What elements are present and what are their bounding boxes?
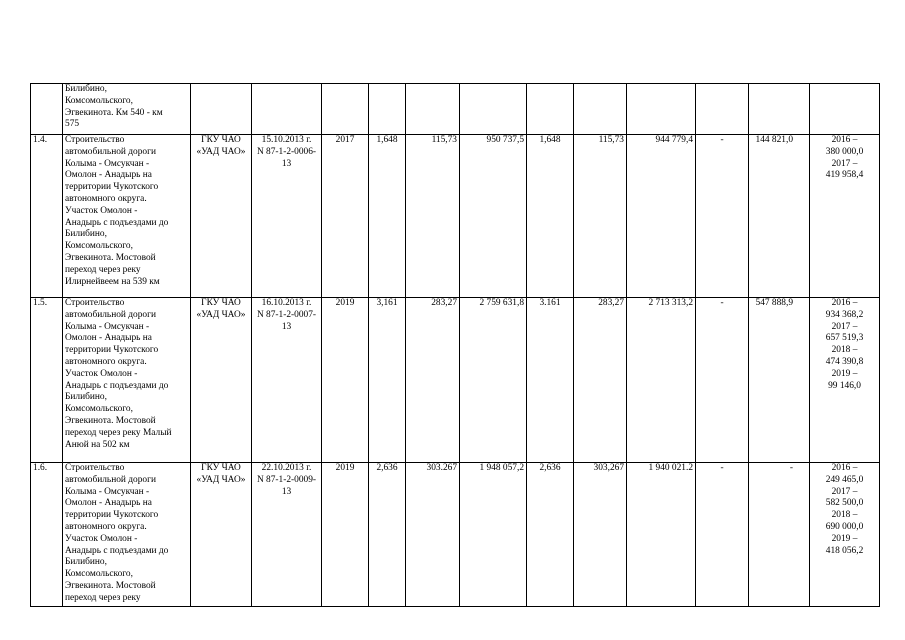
cell-value: 1 948 057,2 <box>479 463 524 473</box>
value-cell <box>696 298 749 463</box>
table-row <box>31 84 880 135</box>
cell-value: 283,27 <box>598 298 624 308</box>
text-line: 2016 – <box>831 135 858 145</box>
text-line: переход через реку <box>65 592 141 603</box>
customer-cell <box>191 135 252 298</box>
cell-value: - <box>789 463 793 473</box>
length-cell <box>369 463 406 607</box>
cost-cell <box>460 298 527 463</box>
text-line: Комсомольского, <box>65 569 133 580</box>
text-line: ГКУ ЧАО <box>201 298 241 308</box>
text-line: Омолон - Анадырь на <box>65 170 152 181</box>
text-line: 13 <box>281 321 292 332</box>
cell-value: 2 759 631,8 <box>479 298 524 308</box>
object-name-cell <box>63 463 191 607</box>
text-line: 2019 – <box>831 533 858 544</box>
area-cell <box>406 135 460 298</box>
length-cell <box>527 298 574 463</box>
text-line: 418 056,2 <box>825 545 864 556</box>
text-line: 2016 – <box>831 463 858 473</box>
text-line: 380 000,0 <box>825 146 864 157</box>
text-line: территории Чукотского <box>65 510 159 521</box>
text-line: 13 <box>281 486 292 497</box>
row-number-cell <box>31 298 63 463</box>
text-line: Колыма - Омсукчан - <box>65 486 150 497</box>
text-line: Участок Омолон - <box>65 533 138 544</box>
text-line: Анюй на 502 км <box>65 439 130 450</box>
cell-value: 950 737,5 <box>486 135 524 145</box>
value-cell <box>696 84 749 135</box>
text-line: Участок Омолон - <box>65 368 138 379</box>
text-line: N 87-1-2-0009- <box>256 474 317 485</box>
value-cell <box>696 463 749 607</box>
cell-value: 303.267 <box>426 463 457 473</box>
customer-cell <box>191 298 252 463</box>
text-line: 22.10.2013 г. <box>261 463 312 473</box>
text-line: Участок Омолон - <box>65 205 138 216</box>
text-line: ГКУ ЧАО <box>201 135 241 145</box>
text-line: 474 390,8 <box>825 356 864 367</box>
text-line: Анадырь с подъездами до <box>65 545 169 556</box>
area-cell <box>406 84 460 135</box>
text-line: 657 519,3 <box>825 333 864 344</box>
length-cell <box>369 135 406 298</box>
text-line: переход через реку Малый <box>65 427 172 438</box>
text-line: 582 500,0 <box>825 498 864 509</box>
funding-by-year-cell <box>810 463 880 607</box>
text-line: Эгвекинота. Мостовой <box>65 415 156 426</box>
cell-value: 2,636 <box>539 463 561 473</box>
funding-by-year-cell <box>810 135 880 298</box>
cell-value: 2 713 313,2 <box>648 298 693 308</box>
customer-cell <box>191 463 252 607</box>
text-line: 16.10.2013 г. <box>261 298 312 308</box>
cell-value: 115,73 <box>598 135 624 145</box>
text-line: Омолон - Анадырь на <box>65 333 152 344</box>
area-cell <box>574 84 627 135</box>
row-number-cell <box>31 135 63 298</box>
length-cell <box>369 298 406 463</box>
text-line: 934 368,2 <box>825 309 864 320</box>
text-line: автомобильной дороги <box>65 474 156 485</box>
funding-by-year-cell <box>810 84 880 135</box>
text-line: 99 146,0 <box>828 380 861 391</box>
text-line: 249 465,0 <box>825 474 864 485</box>
text-line: Билибино, <box>65 84 107 94</box>
area-cell <box>406 463 460 607</box>
text-line: Билибино, <box>65 229 107 240</box>
permit-cell <box>252 135 322 298</box>
permit-cell <box>252 298 322 463</box>
year-cell <box>322 298 369 463</box>
length-cell <box>527 463 574 607</box>
text-line: автономного округа. <box>65 356 147 367</box>
cell-value: 1,648 <box>376 135 398 145</box>
area-cell <box>574 135 627 298</box>
cell-value: 547 888,9 <box>755 298 793 308</box>
table-row <box>31 298 880 463</box>
cell-value: 1.4. <box>33 135 48 145</box>
cost-cell <box>460 135 527 298</box>
cell-value: 1.6. <box>33 463 48 473</box>
table-row <box>31 463 880 607</box>
cell-value: - <box>720 135 724 145</box>
row-number-cell <box>31 84 63 135</box>
object-name-cell <box>63 84 191 135</box>
text-line: 575 <box>65 119 80 130</box>
cell-value: 2019 <box>335 298 355 308</box>
cost-cell <box>627 463 696 607</box>
value-cell <box>749 84 810 135</box>
value-cell <box>749 135 810 298</box>
text-line: территории Чукотского <box>65 345 159 356</box>
cost-cell <box>627 298 696 463</box>
area-cell <box>574 298 627 463</box>
cell-value: 115,73 <box>431 135 457 145</box>
text-line: Эгвекинота. Мостовой <box>65 580 156 591</box>
construction-objects-table <box>30 83 880 607</box>
area-cell <box>574 463 627 607</box>
year-cell <box>322 463 369 607</box>
cell-value: 944 779,4 <box>655 135 693 145</box>
cost-cell <box>627 84 696 135</box>
text-line: «УАД ЧАО» <box>196 309 246 320</box>
cell-value: 2,636 <box>376 463 398 473</box>
cell-value: 3,161 <box>376 298 398 308</box>
value-cell <box>749 298 810 463</box>
text-line: «УАД ЧАО» <box>196 474 246 485</box>
text-line: Комсомольского, <box>65 404 133 415</box>
cell-value: 1.5. <box>33 298 48 308</box>
text-line: Строительство <box>65 298 125 308</box>
length-cell <box>527 135 574 298</box>
table-row <box>31 135 880 298</box>
text-line: 2017 – <box>831 321 858 332</box>
cost-cell <box>460 84 527 135</box>
cell-value: - <box>720 463 724 473</box>
value-cell <box>696 135 749 298</box>
length-cell <box>369 84 406 135</box>
length-cell <box>527 84 574 135</box>
text-line: 2019 – <box>831 368 858 379</box>
permit-cell <box>252 84 322 135</box>
text-line: 2017 – <box>831 486 858 497</box>
cost-cell <box>627 135 696 298</box>
value-cell <box>749 463 810 607</box>
text-line: 2017 – <box>831 158 858 169</box>
customer-cell <box>191 84 252 135</box>
text-line: Эгвекинота. Км 540 - км <box>65 107 163 118</box>
area-cell <box>406 298 460 463</box>
text-line: Анадырь с подъездами до <box>65 380 169 391</box>
text-line: Омолон - Анадырь на <box>65 498 152 509</box>
object-name-cell <box>63 135 191 298</box>
text-line: территории Чукотского <box>65 182 159 193</box>
text-line: Строительство <box>65 135 125 145</box>
text-line: Колыма - Омсукчан - <box>65 321 150 332</box>
text-line: 2016 – <box>831 298 858 308</box>
text-line: N 87-1-2-0007- <box>256 309 317 320</box>
text-line: 419 958,4 <box>825 170 864 181</box>
text-line: автомобильной дороги <box>65 309 156 320</box>
text-line: Комсомольского, <box>65 95 133 106</box>
text-line: Билибино, <box>65 557 107 568</box>
cell-value: 2019 <box>335 463 355 473</box>
text-line: переход через реку <box>65 264 141 275</box>
permit-cell <box>252 463 322 607</box>
row-number-cell <box>31 463 63 607</box>
funding-by-year-cell <box>810 298 880 463</box>
text-line: 15.10.2013 г. <box>261 135 312 145</box>
text-line: Илирнейвеем на 539 км <box>65 276 160 287</box>
text-line: Строительство <box>65 463 125 473</box>
text-line: ГКУ ЧАО <box>201 463 241 473</box>
text-line: 13 <box>281 158 292 169</box>
cell-value: 1,648 <box>539 135 561 145</box>
year-cell <box>322 84 369 135</box>
text-line: Комсомольского, <box>65 241 133 252</box>
text-line: Эгвекинота. Мостовой <box>65 252 156 263</box>
cell-value: 1 940 021.2 <box>648 463 693 473</box>
cell-value: 2017 <box>335 135 355 145</box>
text-line: «УАД ЧАО» <box>196 146 246 157</box>
text-line: 2018 – <box>831 345 858 356</box>
text-line: автономного округа. <box>65 193 147 204</box>
text-line: N 87-1-2-0006- <box>256 146 317 157</box>
text-line: автомобильной дороги <box>65 146 156 157</box>
text-line: Билибино, <box>65 392 107 403</box>
object-name-cell <box>63 298 191 463</box>
year-cell <box>322 135 369 298</box>
text-line: 690 000,0 <box>825 521 864 532</box>
cell-value: 3.161 <box>539 298 561 308</box>
text-line: Колыма - Омсукчан - <box>65 158 150 169</box>
cell-value: 303,267 <box>593 463 624 473</box>
text-line: автономного округа. <box>65 521 147 532</box>
text-line: Анадырь с подъездами до <box>65 217 169 228</box>
cell-value: 144 821,0 <box>755 135 793 145</box>
text-line: 2018 – <box>831 510 858 521</box>
cell-value: - <box>720 298 724 308</box>
cost-cell <box>460 463 527 607</box>
table-body <box>31 84 880 607</box>
cell-value: 283,27 <box>431 298 457 308</box>
